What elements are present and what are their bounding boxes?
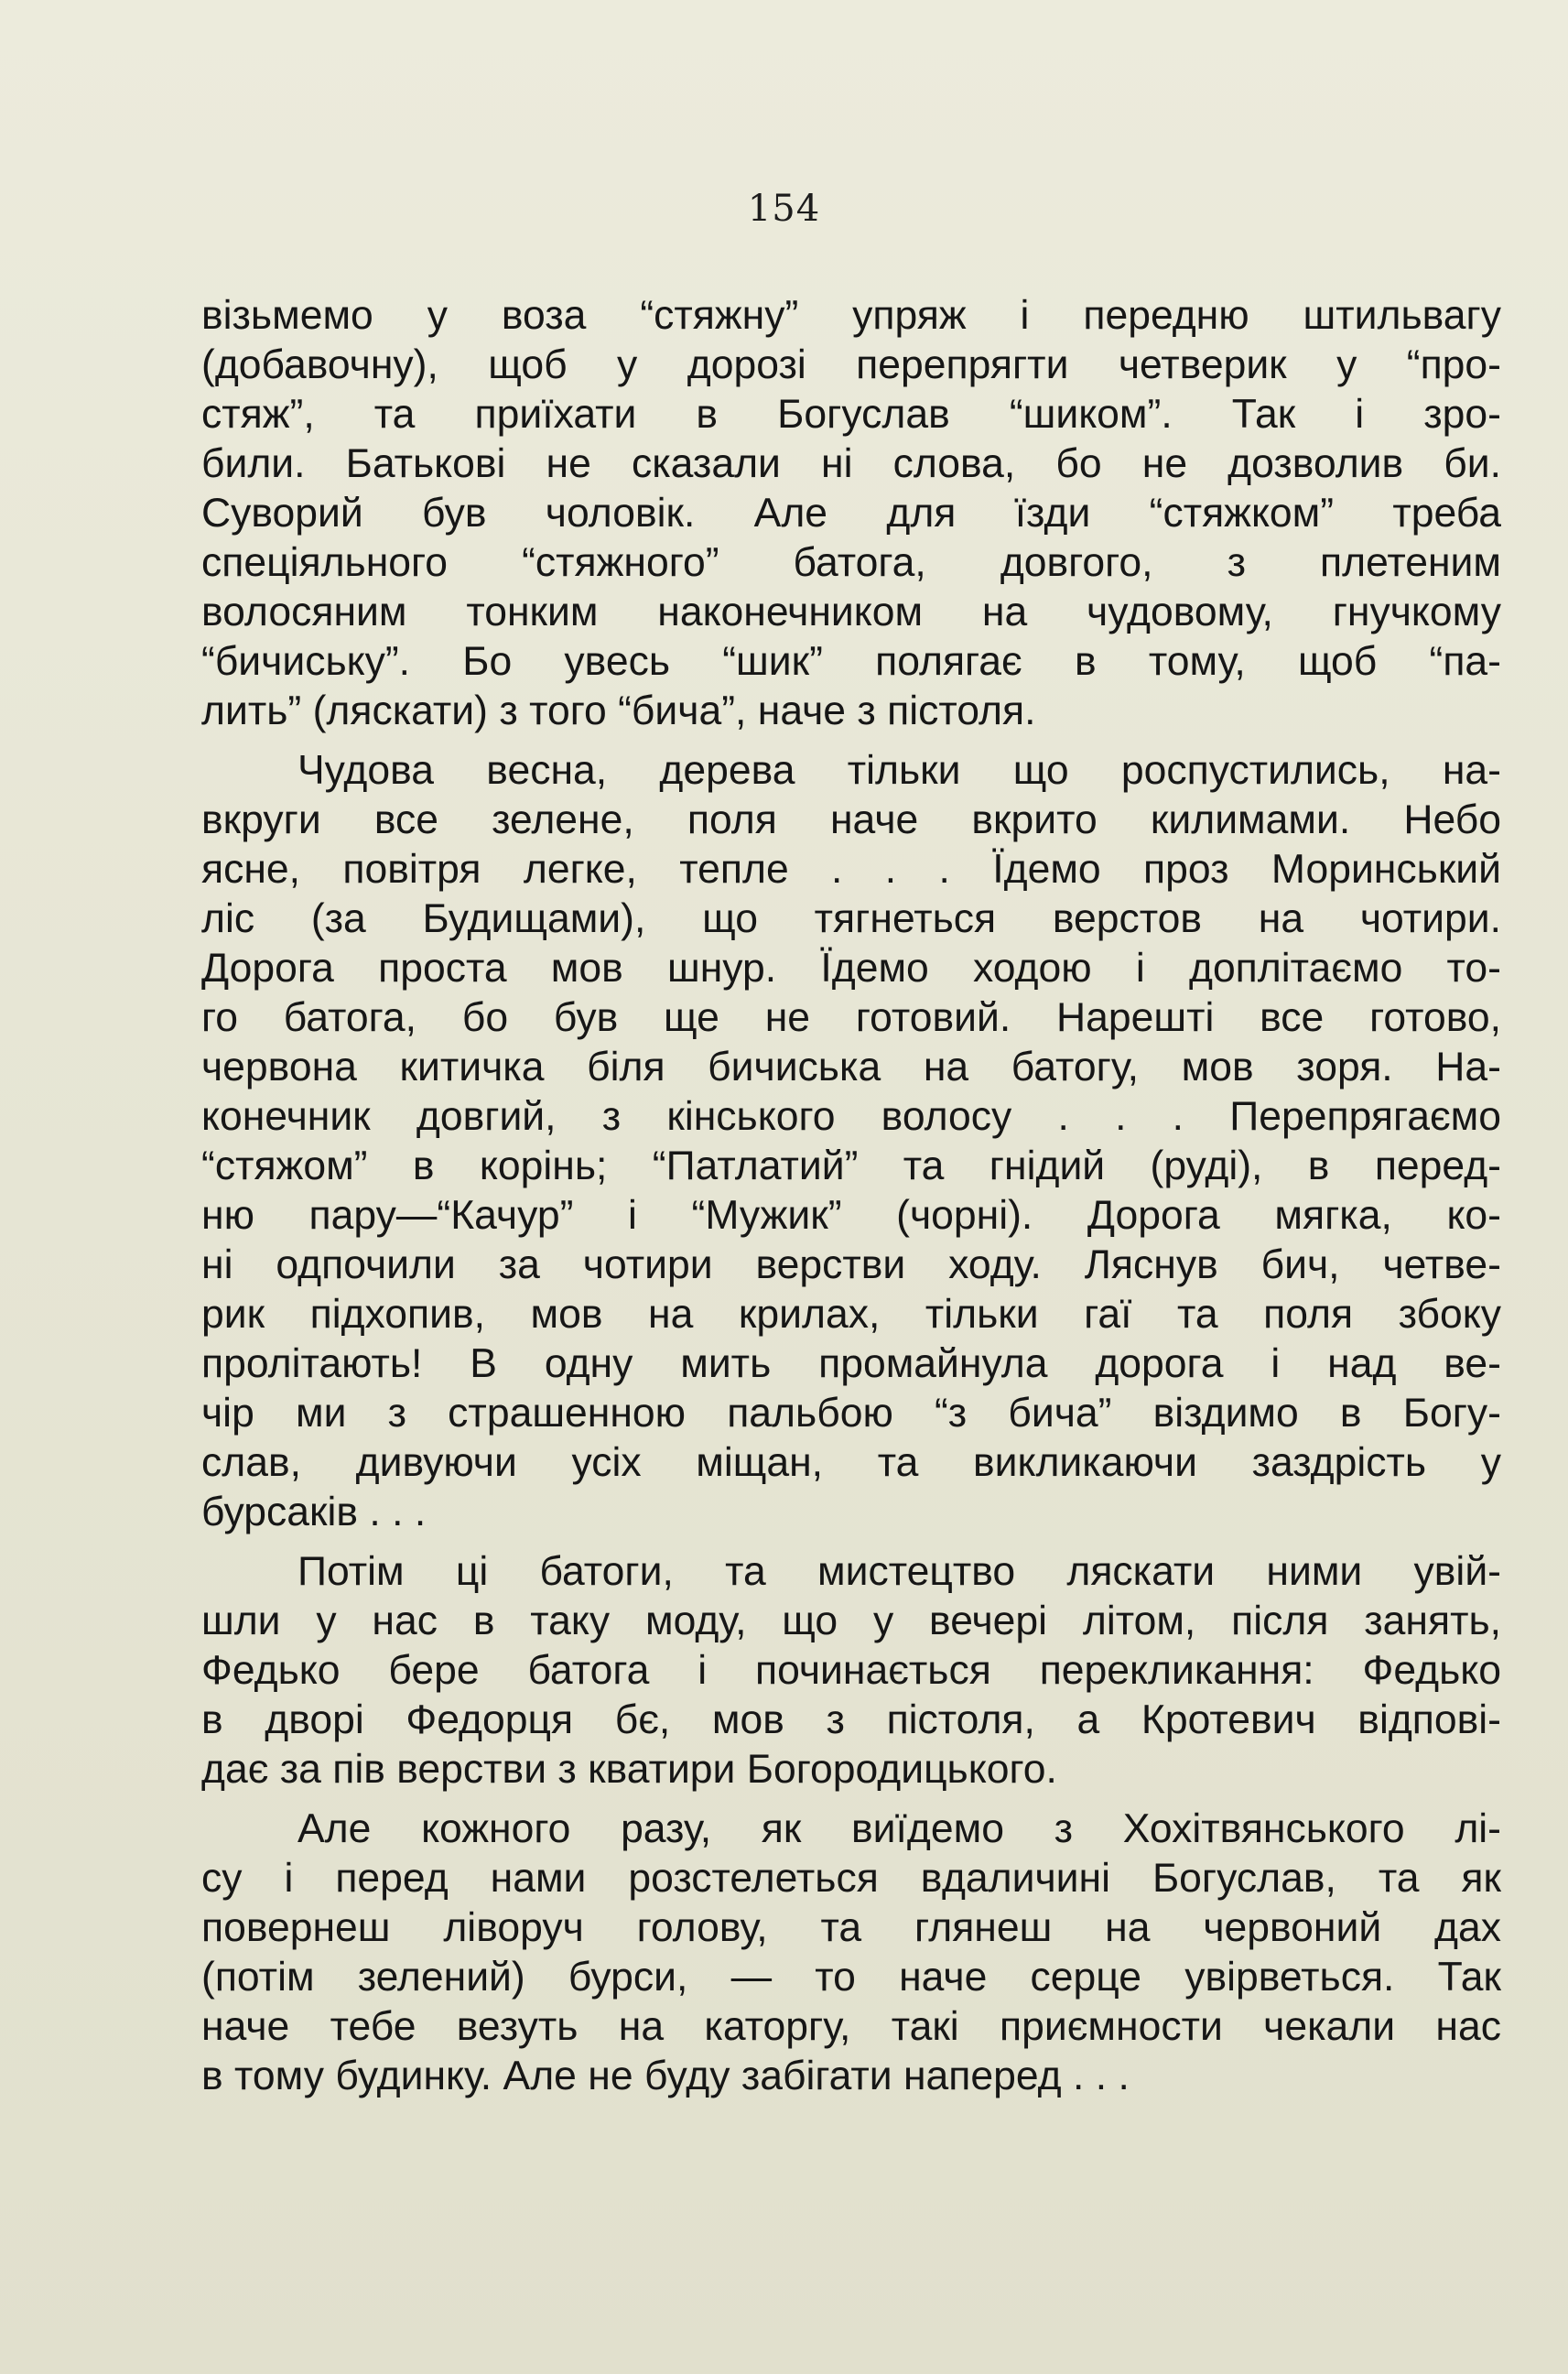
text-line: су і перед нами розстелеться вдаличині Богуслав, та як <box>201 1856 1501 1901</box>
body-text <box>201 291 1501 2101</box>
text-line: Чудова весна, дерева тільки що роспустились, на- <box>297 748 1501 793</box>
text-line: чір ми з страшенною пальбою “з бича” віздимо в Богу- <box>201 1391 1501 1436</box>
paragraph-gap <box>201 1794 1501 1805</box>
page-number: 154 <box>747 188 821 230</box>
text-line: рик підхопив, мов на крилах, тільки гаї та поля збоку <box>201 1292 1501 1337</box>
paragraph <box>201 746 1501 1537</box>
text-line: Федько бере батога і починається перекликання: Федько <box>201 1648 1501 1693</box>
text-line: ліс (за Будищами), що тягнеться верстов на чотири. <box>201 896 1501 941</box>
text-line: Суворий був чоловік. Але для їзди “стяжком” треба <box>201 491 1501 536</box>
text-line: (потім зелений) бурси, — то наче серце увірветься. Так <box>201 1955 1501 2000</box>
paragraph <box>201 291 1501 736</box>
text-line: в тому будинку. Але не буду забігати наперед . . . <box>201 2054 1130 2098</box>
paragraph <box>201 1805 1501 2101</box>
paragraph <box>201 1547 1501 1794</box>
text-line: Дорога проста мов шнур. Їдемо ходою і доплітаємо то- <box>201 946 1501 991</box>
text-line: Потім ці батоги, та мистецтво ляскати ними увій- <box>297 1549 1501 1594</box>
text-line: ню пару—“Качур” і “Мужик” (чорні). Дорога мягка, ко- <box>201 1193 1501 1238</box>
paragraph-gap <box>201 736 1501 746</box>
text-line: наче тебе везуть на каторгу, такі приємности чекали нас <box>201 2004 1501 2049</box>
text-line: лить” (ляскати) з того “бича”, наче з пістоля. <box>201 688 1036 733</box>
text-line: ні одпочили за чотири верстви ходу. Ляснув бич, четве- <box>201 1242 1501 1287</box>
text-line: шли у нас в таку моду, що у вечері літом, після занять, <box>201 1599 1501 1643</box>
text-line: пролітають! В одну мить промайнула дорога і над ве- <box>201 1341 1501 1386</box>
text-line: волосяним тонким наконечником на чудовому, гнучкому <box>201 590 1501 634</box>
text-line: “стяжом” в корінь; “Патлатий” та гнідий (руді), в перед- <box>201 1144 1501 1188</box>
text-line: стяж”, та приїхати в Богуслав “шиком”. Так і зро- <box>201 392 1501 437</box>
text-line: Але кожного разу, як виїдемо з Хохітвянського лі- <box>297 1806 1501 1851</box>
text-line: вкруги все зелене, поля наче вкрито килимами. Небо <box>201 797 1501 842</box>
text-line: “бичиську”. Бо увесь “шик” полягає в тому, щоб “па- <box>201 639 1501 684</box>
text-line: спеціяльного “стяжного” батога, довгого, з плетеним <box>201 540 1501 585</box>
text-line: били. Батькові не сказали ні слова, бо не дозволив би. <box>201 441 1501 486</box>
text-line: візьмемо у воза “стяжну” упряж і передню штильвагу <box>201 293 1501 338</box>
text-line: в дворі Федорця бє, мов з пістоля, а Кротевич відпові- <box>201 1697 1501 1742</box>
text-line: ясне, повітря легке, тепле . . . Їдемо проз Моринський <box>201 847 1501 892</box>
text-line: бурсаків . . . <box>201 1490 427 1534</box>
text-line: (добавочну), щоб у дорозі перепрягти четверик у “про- <box>201 342 1501 387</box>
text-line: повернеш ліворуч голову, та глянеш на червоний дах <box>201 1905 1501 1950</box>
text-line: конечник довгий, з кінського волосу . . . Перепрягаємо <box>201 1094 1501 1139</box>
text-line: червона китичка біля бичиська на батогу, мов зоря. На- <box>201 1045 1501 1089</box>
text-line: го батога, бо був ще не готовий. Нарешті все готово, <box>201 995 1501 1040</box>
text-line: слав, дивуючи усіх міщан, та викликаючи заздрість у <box>201 1440 1501 1485</box>
paragraph-gap <box>201 1537 1501 1547</box>
text-line: дає за пів верстви з кватири Богородицького. <box>201 1747 1057 1792</box>
